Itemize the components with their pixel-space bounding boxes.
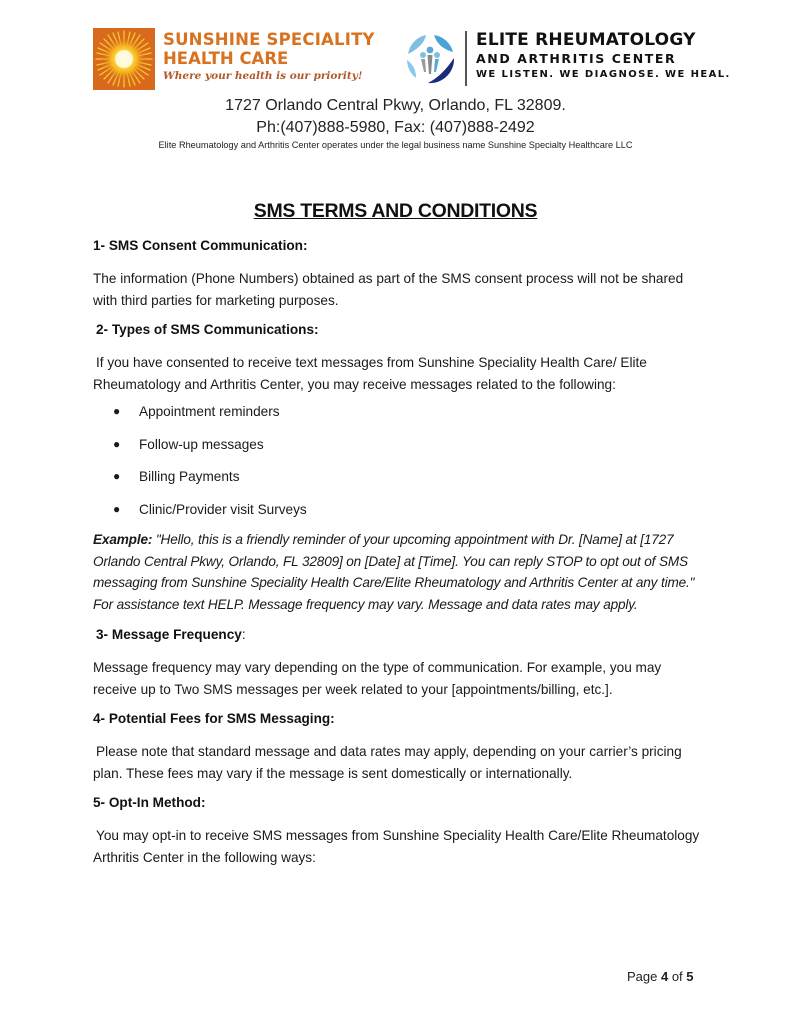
total-pages: 5 [686,969,694,984]
list-item: ● Follow-up messages [93,434,703,467]
section-body: Please note that standard message and data rates may apply, depending on your carrier’s pricing plan. These fees may vary if the message is sent domestically or internationally. [93,744,682,781]
legal-business-name-note: Elite Rheumatology and Arthritis Center operates under the legal business name Sunshine Specialty Healthcare LLC [158,140,633,150]
bullet-icon: ● [113,436,121,451]
sun-icon [93,28,155,90]
sunshine-logo-tagline: Where your health is our priority! [163,70,363,82]
example-text: "Hello, this is a friendly reminder of your upcoming appointment with Dr. [Name] at [1727 Orlando Central Pkwy, Orlando, FL 32809] on [Date] at [Time]. You can reply STOP to opt out of SMS messaging from Sunshine Speciality Health Care/Elite Rheumatology and Arthritis Center at any time." For assistance text HELP. Message frequency may vary. Message and data rates may apply. [93,532,695,612]
section-body: You may opt-in to receive SMS messages from Sunshine Speciality Health Care/Elite Rheumatology Arthritis Center in the following ways: [93,828,700,865]
elite-logo-line2: AND ARTHRITIS CENTER [476,51,677,66]
section-body: Message frequency may vary depending on the type of communication. For example, you may receive up to Two SMS messages per week related to your [appointments/billing, etc.]. [93,660,662,697]
sunshine-logo [93,28,378,90]
example-label: Example: [93,532,153,547]
section-types-of-sms [93,320,703,615]
sunshine-logo-line2: HEALTH CARE [163,49,289,68]
section-heading: 2- Types of SMS Communications: [96,322,319,337]
list-item: ● Appointment reminders [93,401,703,434]
section-heading: 3- Message Frequency: [96,627,246,642]
section-body: The information (Phone Numbers) obtained as part of the SMS consent process will not be shared with third parties for marketing purposes. [93,271,684,308]
logo-divider [465,31,467,86]
bullet-icon: ● [113,469,121,483]
clinic-address: 1727 Orlando Central Pkwy, Orlando, FL 32809. [225,97,566,114]
elite-logo-line1: ELITE RHEUMATOLOGY [476,30,696,50]
section-opt-in-method [93,793,703,868]
section-heading: 5- Opt-In Method: [93,795,206,810]
page-number: Page 4 of 5 [627,969,694,984]
current-page: 4 [660,969,669,984]
header-logos [93,28,731,90]
list-item: ● Billing Payments [93,466,703,499]
elite-rheumatology-emblem-icon [402,30,458,86]
section-body: If you have consented to receive text messages from Sunshine Speciality Health Care/ Elite Rheumatology and Arthritis Center, you may receive messages related to the following: [93,355,647,392]
section-potential-fees [93,709,703,784]
example-message [93,529,703,615]
sunshine-logo-line1: SUNSHINE SPECIALITY [163,30,375,49]
message-types-list [93,401,703,531]
section-message-frequency [93,625,703,700]
page-title: SMS TERMS AND CONDITIONS [253,200,538,222]
section-heading: 4- Potential Fees for SMS Messaging: [93,711,335,726]
clinic-phone-fax: Ph:(407)888-5980, Fax: (407)888-2492 [256,119,535,136]
list-item: ● Clinic/Provider visit Surveys [93,499,703,532]
bullet-icon: ● [113,404,121,418]
document-body [93,236,703,868]
bullet-icon: ● [113,501,121,516]
section-heading: 1- SMS Consent Communication: [93,238,308,253]
elite-logo-tagline: WE LISTEN. WE DIAGNOSE. WE HEAL. [476,69,731,80]
section-sms-consent [93,236,703,311]
elite-logo [400,28,731,90]
